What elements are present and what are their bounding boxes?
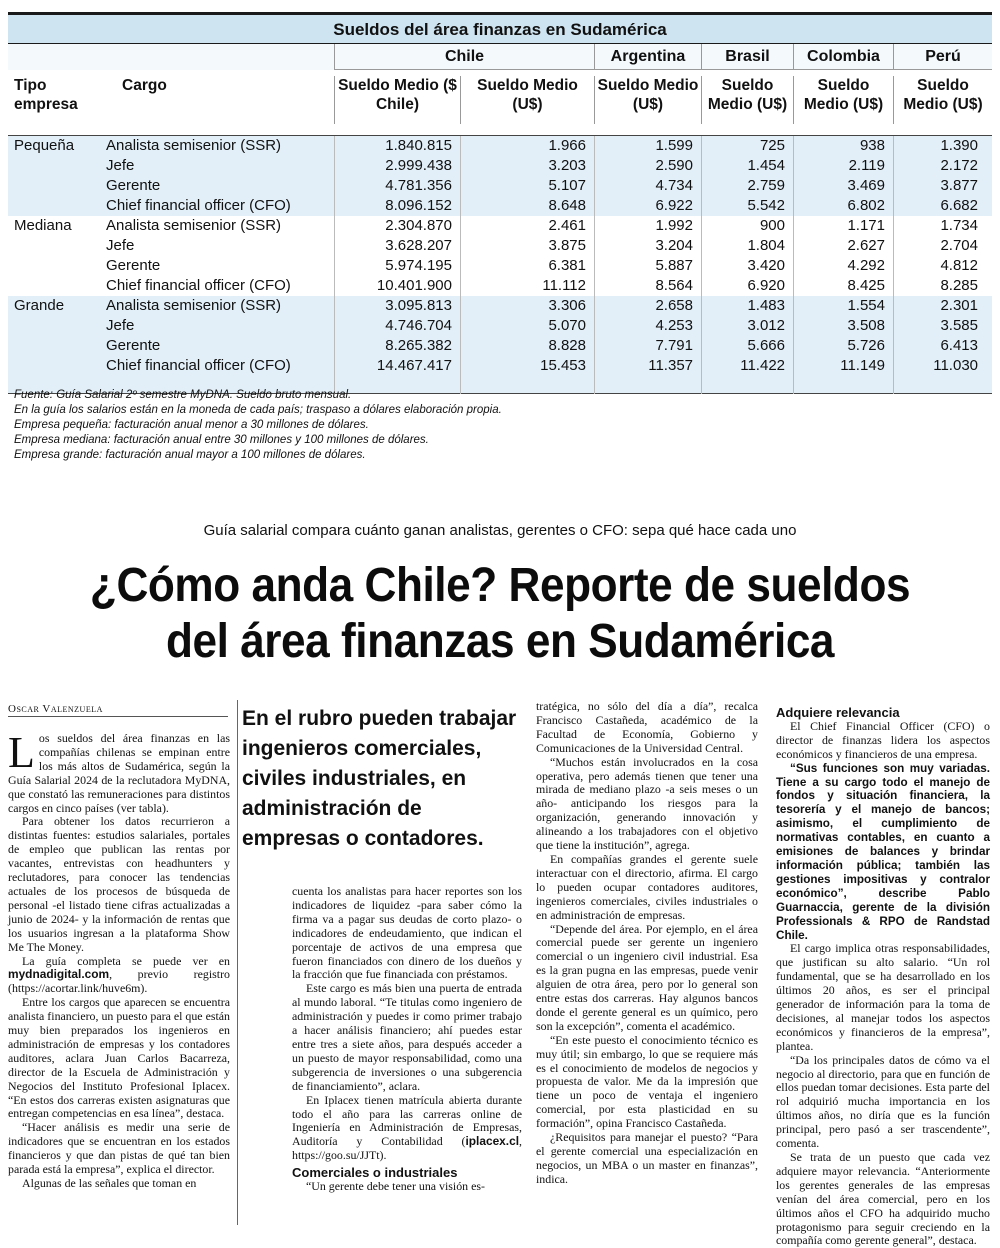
cell-value: 1.171: [793, 216, 893, 236]
cell-value: 2.172: [893, 156, 992, 176]
cell-value: 2.304.870: [334, 216, 460, 236]
cell-cargo: Chief financial officer (CFO): [106, 197, 291, 214]
cell-tipo: [8, 256, 100, 276]
table-row: [8, 176, 992, 196]
table-row: [8, 196, 992, 216]
cell-tipo: [8, 236, 100, 256]
cell-cargo: Gerente: [106, 257, 161, 274]
paragraph: El Chief Financial Officer (CFO) o director de finanzas lidera los aspectos económicos y financieros de una empresa.: [776, 718, 990, 761]
country-brasil: Brasil: [701, 44, 793, 70]
cell-value: 5.887: [594, 256, 701, 276]
cell-value: 2.759: [701, 176, 793, 196]
cell-value: 1.554: [793, 296, 893, 316]
note-line: Empresa pequeña: facturación anual menor a 30 millones de dólares.: [14, 419, 369, 431]
paragraph: Los sueldos del área finanzas en las compañías chilenas se empinan entre los más altos de Sudamérica, según la Guía Salarial 2024 de la reclutadora MyDNA, que constató las remuneraciones para distintos cargos en cinco países (ver tabla).: [8, 728, 230, 815]
cell-value: 4.292: [793, 256, 893, 276]
paragraph: tratégica, no sólo del día a día”, recalca Francisco Castañeda, académico de la Facultad de Economía, Gobierno y Comunicaciones de la Universidad Central.: [536, 699, 758, 755]
section-subhead: Adquiere relevancia: [776, 705, 900, 720]
cell-tipo: [8, 336, 100, 356]
cell-value: 3.203: [460, 156, 594, 176]
cell-value: 10.401.900: [334, 276, 460, 296]
paragraph: Este cargo es más bien una puerta de entrada al mundo laboral. “Te titulas como ingeniero de administración y puedes ir como primer trabajo a hacer análisis financiero; ahí puedes estar entre tres a siete años, para después acceder a un puesto de mayor responsabilidad, como una subgerencia de inversiones o una subgerencia de financiamiento”, aclara.: [292, 981, 522, 1093]
cell-cargo: Gerente: [106, 177, 161, 194]
cell-value: 1.966: [460, 136, 594, 156]
cell-value: 8.648: [460, 196, 594, 216]
cell-value: 6.802: [793, 196, 893, 216]
paragraph: cuenta los analistas para hacer reportes son los indicadores de liquidez -para saber cómo la firma va a pagar sus deudas de corto plazo- o indicadores de endeudamiento, que indican el porcentaje de activos de una empresa que fueron financiados con dinero de los dueños y la fracción que fue financiada con préstamos.: [292, 884, 522, 982]
headline-line-1: ¿Cómo anda Chile? Reporte de sueldos: [89, 559, 911, 612]
cell-value: 4.781.356: [334, 176, 460, 196]
cell-value: 1.734: [893, 216, 992, 236]
cell-value: 4.253: [594, 316, 701, 336]
cell-value: 5.542: [701, 196, 793, 216]
cell-value: 8.265.382: [334, 336, 460, 356]
header-col-6: Sueldo Medio (U$): [893, 76, 992, 124]
cell-tipo: Pequeña: [14, 137, 75, 154]
cell-value: 6.381: [460, 256, 594, 276]
header-col-5: Sueldo Medio (U$): [793, 76, 893, 124]
cell-value: 3.204: [594, 236, 701, 256]
cell-value: 938: [793, 136, 893, 156]
table-body: [8, 136, 992, 394]
cell-value: 725: [701, 136, 793, 156]
cell-value: 5.974.195: [334, 256, 460, 276]
cell-value: 11.112: [460, 276, 594, 296]
cell-value: 2.999.438: [334, 156, 460, 176]
cell-cargo: Jefe: [106, 237, 135, 254]
cell-value: 14.467.417: [334, 356, 460, 376]
header-spacer: [8, 44, 334, 70]
cell-tipo: [8, 176, 100, 196]
paragraph: La guía completa se puede ver en mydnadigital.com, previo registro (https://acortar.link/huve6m).: [8, 953, 230, 996]
country-argentina: Argentina: [594, 44, 701, 70]
headline-line-2: del área finanzas en Sudamérica: [165, 615, 835, 668]
cell-value: 11.422: [701, 356, 793, 376]
article-headline: [40, 558, 960, 670]
paragraph: En Iplacex tienen matrícula abierta durante todo el año para las carreras online de Ingeniería en Administración de Empresas, Auditoría y Contabilidad (iplacex.cl, https://goo.su/JJTt).: [292, 1092, 522, 1163]
article-kicker: Guía salarial compara cuánto ganan analistas, gerentes o CFO: sepa qué hace cada uno: [203, 522, 797, 539]
paragraph: Se trata de un puesto que cada vez adquiere mayor relevancia. “Anteriormente los gerentes generales de las empresas venían del área comercial, pero en los últimos años el CFO ha adquirido mucho protagonismo para seguir creciendo en la compañía como gerente general”, destaca.: [776, 1150, 990, 1248]
cell-cargo: Gerente: [106, 337, 161, 354]
paragraph: En compañías grandes el gerente suele interactuar con el directorio, afirma. El cargo lo pueden ocupar contadores auditores, ingenieros comerciales, civiles industriales o en administración de empresas.: [536, 851, 758, 922]
cell-tipo: Mediana: [14, 217, 72, 234]
cell-value: 3.877: [893, 176, 992, 196]
cell-value: 1.840.815: [334, 136, 460, 156]
cell-value: 1.483: [701, 296, 793, 316]
table-row: [8, 236, 992, 256]
note-line: En la guía los salarios están en la moneda de cada país; traspaso a dólares elaboración propia.: [14, 404, 502, 416]
paragraph: Para obtener los datos recurrieron a distintas fuentes: estudios salariales, portales de empleo que publican las rentas por vacantes, entrevistas con headhunters y reclutadores, para conocer las tendencias actuales de los procesos de búsqueda de personal -el listado tiene cifras actualizadas a junio de 2024- y la información de rentas que los usuarios ingresan a la plataforma Show Me The Money.: [8, 814, 230, 954]
cell-value: 3.306: [460, 296, 594, 316]
cell-tipo: [8, 316, 100, 336]
cell-value: 1.804: [701, 236, 793, 256]
note-line: Empresa grande: facturación anual mayor a 100 millones de dólares.: [14, 449, 366, 461]
paragraph: “En este puesto el conocimiento técnico es muy útil; sin embargo, lo que se requiere más es el conocimiento de modelos de negocios y propuesta de valor. Me da la impresión que tiene un poco de ventaja el ingeniero comercial, por esta plasticidad en su formación”, opina Francisco Castañeda.: [536, 1032, 758, 1131]
salary-table: [8, 12, 992, 394]
paragraph: ¿Requisitos para manejar el puesto? “Para el gerente comercial una especialización en negocios, un MBA o un master en finanzas”, indica.: [536, 1130, 758, 1186]
cell-tipo: [8, 196, 100, 216]
cell-tipo: [8, 276, 100, 296]
header-col-2: Sueldo Medio (U$): [460, 76, 594, 124]
cell-value: 6.682: [893, 196, 992, 216]
paragraph: “Da los principales datos de cómo va el negocio al directorio, para que en función de ellos puedan tomar decisiones. Esta parte del rol adquirió mucha importancia en los últimos años, no diría que es la función principal, pero pasó a ser trascendente”, comenta.: [776, 1052, 990, 1151]
cell-value: 3.628.207: [334, 236, 460, 256]
header-tipo: Tipo empresa: [14, 77, 78, 113]
cell-cargo: Analista semisenior (SSR): [106, 137, 282, 154]
table-row: [8, 296, 992, 316]
cell-value: 6.922: [594, 196, 701, 216]
cell-value: 7.791: [594, 336, 701, 356]
table-row: [8, 216, 992, 236]
cell-value: 15.453: [460, 356, 594, 376]
article-column-3: [536, 700, 758, 1187]
cell-value: 8.828: [460, 336, 594, 356]
paragraph: “Sus funciones son muy variadas. Tiene a su cargo todo el manejo de fondos y situación financiera, la tesorería y el manejo de bancos; asimismo, el cumplimiento de normativas contables, en cuanto a emisiones de balances y brindar información pública; también las gestiones impositivas y contralor económico”, describe Pablo Guarnaccia, gerente de la división Professionals & RPO de Randstad Chile.: [776, 761, 990, 942]
header-col-3: Sueldo Medio (U$): [594, 76, 701, 124]
cell-value: 2.627: [793, 236, 893, 256]
country-colombia: Colombia: [793, 44, 893, 70]
cell-tipo: [8, 356, 100, 376]
cell-value: 3.095.813: [334, 296, 460, 316]
cell-value: 1.390: [893, 136, 992, 156]
cell-value: 5.070: [460, 316, 594, 336]
cell-value: 5.726: [793, 336, 893, 356]
cell-value: 8.285: [893, 276, 992, 296]
header-cargo: Cargo: [122, 77, 167, 94]
table-notes: [14, 388, 914, 463]
cell-cargo: Analista semisenior (SSR): [106, 217, 282, 234]
cell-value: 3.012: [701, 316, 793, 336]
cell-value: 900: [701, 216, 793, 236]
table-row: [8, 336, 992, 356]
cell-value: 8.564: [594, 276, 701, 296]
paragraph: “Depende del área. Por ejemplo, en el área comercial puede ser gerente un ingeniero comercial o un ingeniero civil industrial. Esa es la gran pugna en las empresas, puede venir alguien de otra área, pero por lo general son entre estas dos carreras. Hay algunos bancos donde el gerente general es un químico, pero son la excepción”, comenta el académico.: [536, 921, 758, 1033]
cell-value: 3.469: [793, 176, 893, 196]
column-divider: [237, 700, 238, 1225]
section-subhead: Comerciales o industriales: [292, 1165, 458, 1181]
cell-value: 1.992: [594, 216, 701, 236]
header-separator: [8, 124, 992, 136]
paragraph: Algunas de las señales que toman en: [22, 1176, 197, 1190]
cell-cargo: Jefe: [106, 317, 135, 334]
cell-value: 3.420: [701, 256, 793, 276]
cell-value: 8.096.152: [334, 196, 460, 216]
table-row: [8, 136, 992, 156]
cell-value: 5.666: [701, 336, 793, 356]
cell-value: 2.590: [594, 156, 701, 176]
drop-cap: L: [8, 728, 35, 777]
cell-value: 3.585: [893, 316, 992, 336]
table-row: [8, 276, 992, 296]
paragraph: “Hacer análisis es medir una serie de indicadores que se encuentran en los estados financieros y que dan pistas de qué tan bien parada está la empresa”, explica el director.: [8, 1120, 230, 1177]
pull-quote: En el rubro pueden trabajar ingenieros comerciales, civiles industriales, en administración de empresas o contadores.: [242, 707, 517, 850]
cell-cargo: Jefe: [106, 157, 135, 174]
cell-value: 11.030: [893, 356, 992, 376]
article-column-2: [292, 885, 522, 1194]
table-column-header: [8, 70, 992, 124]
cell-value: 5.107: [460, 176, 594, 196]
paragraph: “Muchos están involucrados en la cosa operativa, pero además tienen que tener una mirada de mediano plazo -a seis meses o un año- anticipando los riesgos para la organización, generando innovación y alineando a los trabajadores con el objetivo que tiene la institución”, agrega.: [536, 754, 758, 853]
country-peru: Perú: [893, 44, 992, 70]
cell-value: 3.875: [460, 236, 594, 256]
cell-value: 1.454: [701, 156, 793, 176]
cell-value: 4.812: [893, 256, 992, 276]
article-column-1: [8, 728, 230, 1191]
byline: Oscar Valenzuela: [8, 703, 228, 717]
cell-value: 2.704: [893, 236, 992, 256]
cell-value: 2.301: [893, 296, 992, 316]
note-line: Fuente: Guía Salarial 2º semestre MyDNA. Sueldo bruto mensual.: [14, 389, 352, 401]
cell-tipo: Grande: [14, 297, 65, 314]
cell-cargo: Analista semisenior (SSR): [106, 297, 282, 314]
table-title: Sueldos del área finanzas en Sudamérica: [8, 12, 992, 44]
article-column-4: [776, 703, 990, 1248]
paragraph: “Un gerente debe tener una visión es-: [306, 1179, 485, 1194]
paragraph: El cargo implica otras responsabilidades, que justifican su alto salario. “Un rol fundamental, que se ha desarrollado en los últimos 20 años, es ser el principal generador de información para la toma de decisiones, al manejar todos los aspectos económicos y financieros de la empresa”, plantea.: [776, 941, 990, 1053]
cell-value: 2.658: [594, 296, 701, 316]
cell-value: 11.149: [793, 356, 893, 376]
cell-value: 8.425: [793, 276, 893, 296]
paragraph: Entre los cargos que aparecen se encuentra analista financiero, un puesto para el que están muy bien preparados los ingenieros en administración de empresas y los contadores auditores, aclara Juan Carlos Bacarreza, director de la Escuela de Administración y Negocios del Instituto Profesional Iplacex. “En estos dos carreras existen asignaturas que entregan competencias en esa línea”, destaca.: [8, 995, 230, 1121]
cell-value: 1.599: [594, 136, 701, 156]
iplacex-link[interactable]: iplacex.cl: [465, 1134, 520, 1149]
cell-value: 4.734: [594, 176, 701, 196]
cell-value: 6.413: [893, 336, 992, 356]
note-line: Empresa mediana: facturación anual entre 30 millones y 100 millones de dólares.: [14, 434, 429, 446]
cell-tipo: [8, 156, 100, 176]
cell-value: 2.461: [460, 216, 594, 236]
country-chile: Chile: [334, 44, 594, 70]
cell-value: 3.508: [793, 316, 893, 336]
cell-value: 6.920: [701, 276, 793, 296]
cell-cargo: Chief financial officer (CFO): [106, 357, 291, 374]
table-row: [8, 356, 992, 376]
cell-cargo: Chief financial officer (CFO): [106, 277, 291, 294]
cell-value: 4.746.704: [334, 316, 460, 336]
table-row: [8, 316, 992, 336]
table-country-header: [8, 44, 992, 70]
mydna-link[interactable]: mydnadigital.com: [8, 967, 110, 982]
header-col-4: Sueldo Medio (U$): [701, 76, 793, 124]
cell-value: 2.119: [793, 156, 893, 176]
table-row: [8, 156, 992, 176]
table-row: [8, 256, 992, 276]
cell-value: 11.357: [594, 356, 701, 376]
header-col-1: Sueldo Medio ($ Chile): [334, 76, 460, 124]
